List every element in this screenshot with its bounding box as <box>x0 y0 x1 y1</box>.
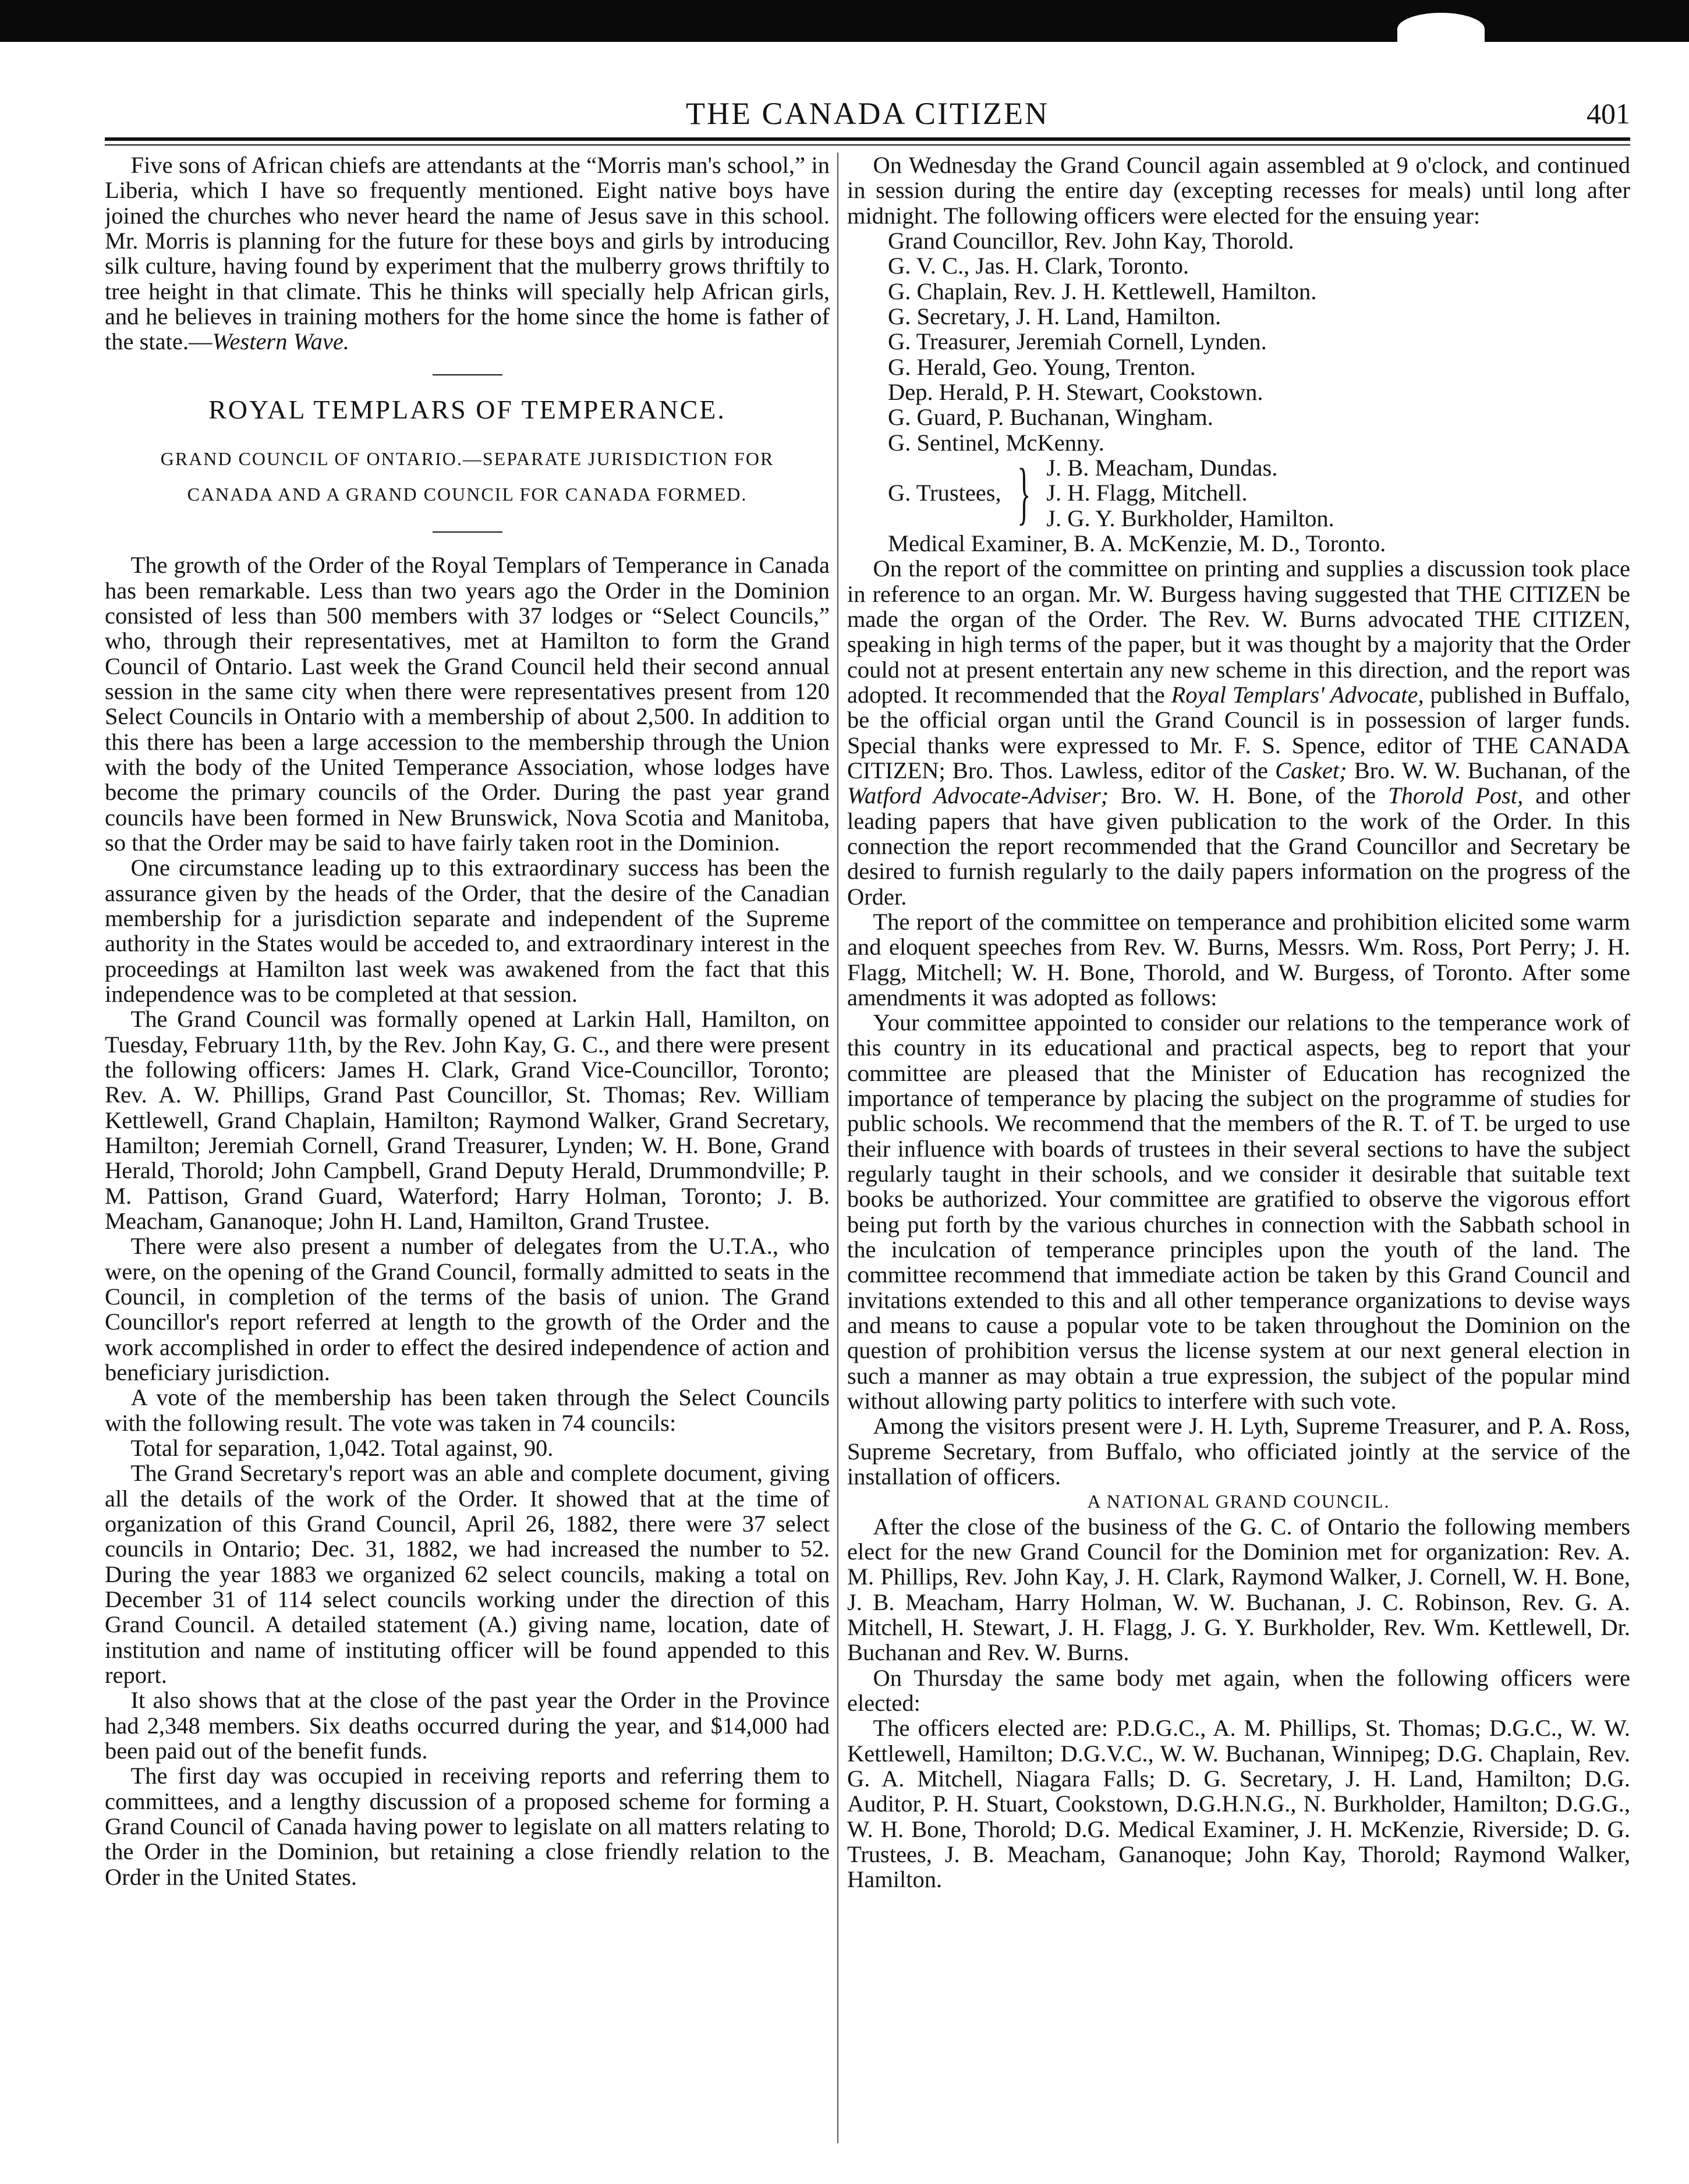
intro-paragraph <box>105 153 830 354</box>
section-separator <box>433 374 502 375</box>
list-item: G. Chaplain, Rev. J. H. Kettlewell, Hamilton. <box>888 278 1317 304</box>
scan-top-border <box>0 0 1689 42</box>
list-item: G. Sentinel, McKenny. <box>888 429 1104 456</box>
list-item: G. Secretary, J. H. Land, Hamilton. <box>888 303 1221 329</box>
list-item: G. Treasurer, Jeremiah Cornell, Lynden. <box>888 328 1267 355</box>
paragraph-secretary-report: The Grand Secretary's report was an able and complete document, giving all the details of the work of the Order. It showed that at the time of organization of this Grand Council, April 26, 1882, there were 37 select councils in Ontario; Dec. 31, 1882, we had increased the number to 52. During the year 1883 we organized 62 select councils, making a total on December 31 of 114 select councils working under the direction of this Grand Council. A detailed statement (A.) giving name, location, date of institution and name of instituting officer will be found appended to this report. <box>105 1460 830 1688</box>
medical-examiner: Medical Examiner, B. A. McKenzie, M. D., Toronto. <box>888 530 1386 556</box>
masthead <box>105 93 1630 134</box>
paragraph-organ <box>847 556 1630 909</box>
masthead-rule-thick <box>105 137 1630 141</box>
paragraph-delegates: There were also present a number of delegates from the U.T.A., who were, on the opening of the Grand Council, formally admitted to seats in the Council, in completion of the terms of the basis of union. The Grand Councillor's report referred at length to the growth of the Order and the work accomplished in order to effect the desired independence of action and beneficiary jurisdiction. <box>105 1233 830 1385</box>
paragraph-growth: The growth of the Order of the Royal Templars of Temperance in Canada has been remarkable. Less than two years ago the Order in the Dominion consisted of less than 500 members with 37 lodges or “Select Councils,” who, through their representatives, met at Hamilton to form the Grand Council of Ontario. Last week the Grand Council held their second annual session in the same city when there were representatives present from 120 Select Councils in Ontario with a membership of about 2,500. In addition to this there has been a large accession to the membership through the Union with the body of the United Temperance Association, whose lodges have become the primary councils of the Order. During the past year grand councils have been formed in New Brunswick, Nova Scotia and Manitoba, so that the Order may be said to have fairly taken root in the Dominion. <box>105 552 830 856</box>
brace-icon: } <box>1017 453 1031 531</box>
scan-border-notch <box>1397 13 1485 45</box>
organ-text-a: On the report of the committee on printing and supplies a discussion took place in reference to an organ. Mr. W. Burgess having suggested that THE CITIZEN be made the organ of the Order. The Rev. W. Burns advocated THE CITIZEN, speaking in high terms of the paper, but it was thought by a majority that the Order could not at present entertain any new scheme in this direction, and the report was adopted. It recommended that the <box>847 555 1630 708</box>
paragraph-opening: The Grand Council was formally opened at Larkin Hall, Hamilton, on Tuesday, February 11th, by the Rev. John Kay, G. C., and there were present the following officers: James H. Clark, Grand Vice-Councillor, Toronto; Rev. A. W. Phillips, Grand Past Councillor, St. Thomas; Rev. William Kettlewell, Grand Chaplain, Hamilton; Raymond Walker, Grand Secretary, Hamilton; Jeremiah Cornell, Grand Treasurer, Lynden; W. H. Bone, Grand Herald, Thorold; John Campbell, Grand Deputy Herald, Drummondville; P. M. Pattison, Grand Guard, Waterford; Harry Holman, Toronto; J. B. Meacham, Gananoque; John H. Land, Hamilton, Grand Trustee. <box>105 1006 830 1234</box>
paragraph-first-day: The first day was occupied in receiving reports and referring them to committees, and a lengthy discussion of a proposed scheme for forming a Grand Council of Canada having power to legislate on all matters relating to the Order in the Dominion, but retaining a close friendly relation to the Order in the United States. <box>105 1763 830 1890</box>
organ-text-c: Bro. W. W. Buchanan, of the <box>1347 757 1630 783</box>
officers-list <box>847 228 1630 455</box>
section-separator <box>433 531 502 533</box>
trustees-label: G. Trustees, <box>888 480 1001 506</box>
right-column <box>847 153 1630 2149</box>
intro-source: Western Wave. <box>212 328 349 355</box>
paragraph-officers-elected: The officers elected are: P.D.G.C., A. M. Phillips, St. Thomas; D.G.C., W. W. Kettlewell, Hamilton; D.G.V.C., W. W. Buchanan, Winnipeg; D.G. Chaplain, Rev. G. A. Mitchell, Niagara Falls; D. G. Secretary, J. H. Land, Hamilton; D.G. Auditor, P. H. Stuart, Cookstown, D.G.H.N.G., N. Burkholder, Hamilton; D.G.G., W. H. Bone, Thorold; D.G. Medical Examiner, J. H. McKenzie, Riverside; D. G. Trustees, J. B. Meacham, Gananoque; John Kay, Thorold; Raymond Walker, Hamilton. <box>847 1715 1630 1893</box>
organ-italic-3: Watford Advocate-Adviser; <box>847 782 1109 809</box>
organ-italic-4: Thorold Post, <box>1388 782 1524 809</box>
list-item: G. Guard, P. Buchanan, Wingham. <box>888 404 1213 431</box>
page-number: 401 <box>1587 97 1630 130</box>
page-title: THE CANADA CITIZEN <box>686 96 1049 131</box>
paragraph-visitors: Among the visitors present were J. H. Lyth, Supreme Treasurer, and P. A. Ross, Supreme Secretary, from Buffalo, who officiated jointly at the service of the installation of officers. <box>847 1413 1630 1490</box>
paragraph-wednesday: On Wednesday the Grand Council again assembled at 9 o'clock, and continued in session during the entire day (excepting recesses for meals) until long after midnight. The following officers were elected for the ensuing year: <box>847 153 1630 229</box>
article-title: ROYAL TEMPLARS OF TEMPERANCE. <box>208 394 726 424</box>
list-item: G. Herald, Geo. Young, Trenton. <box>888 353 1196 380</box>
organ-text-d: Bro. W. H. Bone, of the <box>1109 782 1389 809</box>
list-item: Dep. Herald, P. H. Stewart, Cookstown. <box>888 378 1263 405</box>
organ-text-e: and other leading papers that have given publication to the work of the Order. In this connection the report recommended that the Grand Councillor and Secretary be desired to furnish regularly to the daily papers information on the progress of the Order. <box>847 782 1630 910</box>
paragraph-thursday: On Thursday the same body met again, when the following officers were elected: <box>847 1664 1630 1716</box>
list-item: Grand Councillor, Rev. John Kay, Thorold. <box>888 227 1294 254</box>
paragraph-temperance: The report of the committee on temperance and prohibition elicited some warm and eloquent speeches from Rev. W. Burns, Messrs. Wm. Ross, Port Perry; J. H. Flagg, Mitchell; W. H. Bone, Thorold, and W. Burgess, of Toronto. After some amendments it was adopted as follows: <box>847 908 1630 1011</box>
trustees-names <box>1046 455 1334 531</box>
organ-text-b: published in Buffalo, be the official organ until the Grand Council is in possession of larger funds. Special thanks were expressed to Mr. F. S. Spence, editor of THE CANADA CITIZEN; Bro. Thos. Lawless, editor of the <box>847 681 1630 783</box>
paragraph-committee: Your committee appointed to consider our relations to the temperance work of this country in its educational and practical aspects, beg to report that your committee are pleased that the Minister of Education has recognized the importance of temperance by placing the subject on the programme of studies for public schools. We recommend that the members of the R. T. of T. be urged to use their influence with boards of trustees in their several sections to have the subject regularly taught in their schools, and we consider it desirable that suitable text books be authorized. Your committee are gratified to observe the vigorous effort being put forth by the various churches in connection with the Sabbath school in the inculcation of temperance principles upon the youth of the land. The committee recommend that immediate action be taken by this Grand Council and invitations extended to this and all other temperance organizations to devise ways and means to cause a popular vote to be taken throughout the Dominion on the question of prohibition versus the license system at our next general election in such a manner as may obtain a true expression, the subject of the popular mind without allowing party politics to interfere with such vote. <box>847 1009 1630 1414</box>
organ-italic-2: Casket; <box>1274 757 1347 783</box>
list-item: G. V. C., Jas. H. Clark, Toronto. <box>888 253 1189 279</box>
list-item: J. H. Flagg, Mitchell. <box>1046 480 1248 506</box>
list-item: J. G. Y. Burkholder, Hamilton. <box>1046 505 1334 531</box>
organ-italic-1: Royal Templars' Advocate, <box>1171 681 1424 708</box>
paragraph-members: It also shows that at the close of the past year the Order in the Province had 2,348 members. Six deaths occurred during the year, and $14,000 had been paid out of the benefit funds. <box>105 1687 830 1764</box>
left-column <box>105 153 830 2149</box>
paragraph-vote-result: Total for separation, 1,042. Total against, 90. <box>130 1434 554 1461</box>
column-divider <box>837 153 838 2143</box>
paragraph-circumstance: One circumstance leading up to this extraordinary success has been the assurance given by the heads of the Order, that the desire of the Canadian membership for a jurisdiction separate and independent of the Supreme authority in the States would be acceded to, and extraordinary interest in the proceedings at Hamilton last week was awakened from the fact that this independence was to be completed at that session. <box>105 855 830 1008</box>
masthead-rule-thin <box>105 144 1630 146</box>
intro-text: Five sons of African chiefs are attendants at the “Morris man's school,” in Liberia, which I have so frequently mentioned. Eight native boys have joined the churches who never heard the name of Jesus save in this school. Mr. Morris is planning for the future for these boys and girls by introducing silk culture, having found by experiment that the mulberry grows thriftily to tree height in that climate. This he thinks will specially help African girls, and he believes in training mothers for the home since the home is father of the state.— <box>105 153 830 355</box>
article-subtitle: GRAND COUNCIL OF ONTARIO.—SEPARATE JURISDICTION FOR CANADA AND A GRAND COUNCIL FOR CANADA FORMED. <box>160 448 774 505</box>
paragraph-national: After the close of the business of the G. C. of Ontario the following members elect for the new Grand Council for the Dominion met for organization: Rev. A. M. Phillips, Rev. John Kay, J. H. Clark, Raymond Walker, J. Cornell, W. H. Bone, J. B. Meacham, Harry Holman, W. W. Buchanan, J. C. Robinson, Rev. G. A. Mitchell, H. Stewart, J. H. Flagg, J. G. Y. Burkholder, Rev. Wm. Kettlewell, Dr. Buchanan and Rev. W. Burns. <box>847 1513 1630 1666</box>
national-heading: A NATIONAL GRAND COUNCIL. <box>1087 1491 1390 1512</box>
paragraph-vote: A vote of the membership has been taken through the Select Councils with the following result. The vote was taken in 74 councils: <box>105 1384 830 1436</box>
list-item: J. B. Meacham, Dundas. <box>1046 454 1278 481</box>
trustees-block <box>847 455 1630 531</box>
